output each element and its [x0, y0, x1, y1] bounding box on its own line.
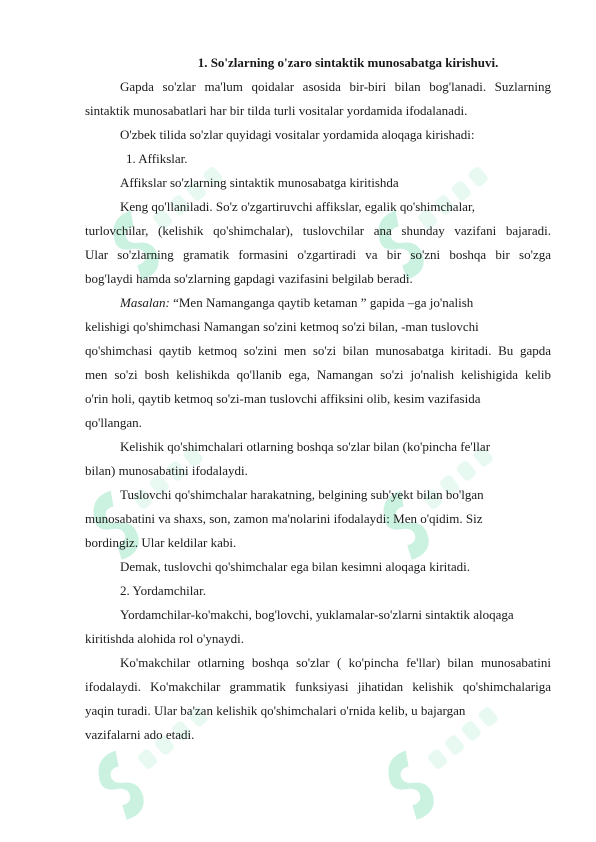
- text-line: Kelishik qo'shimchalari otlarning boshqa so'zlar bilan (ko'pincha fe'llar: [120, 439, 491, 454]
- text-line: Yordamchilar-ko'makchi, bog'lovchi, yuklamalar-so'zlarni sintaktik aloqaga: [120, 607, 514, 622]
- text-line: O'zbek tilida so'zlar quyidagi vositalar yordamida aloqaga kirishadi:: [120, 127, 475, 142]
- document-page: [85, 57, 551, 747]
- text-line: kelishigi qo'shimchasi Namangan so'zini ketmoq so'zi bilan, -man tuslovchi: [85, 319, 479, 334]
- text-line: Gapda so'zlar ma'lum qoidalar asosida bir-biri bilan bog'lanadi. Suzlarning: [120, 79, 551, 94]
- text-line: qo'shimchasi qaytib ketmoq so'zini men so'zi bilan munosabatga kiritadi. Bu gapda: [85, 343, 551, 358]
- text-line: o'rin holi, qaytib ketmoq so'zi-man tuslovchi affiksini olib, kesim vazifasida: [85, 391, 481, 406]
- text-line: qo'llangan.: [85, 415, 142, 430]
- text-line: kiritishda alohida rol o'ynaydi.: [85, 631, 245, 646]
- document-title: 1. So'zlarning o'zaro sintaktik munosabatga kirishuvi.: [197, 55, 499, 70]
- example-text: “Men Namanganga qaytib ketaman ” gapida –ga jo'nalish: [169, 295, 474, 310]
- text-line: sintaktik munosabatlari har bir tilda turli vositalar yordamida ifodalanadi.: [85, 103, 468, 118]
- text-line: men so'zi bosh kelishikda qo'llanib ega, Namangan so'zi jo'nalish kelishigida kelib: [85, 367, 551, 382]
- text-line: [85, 291, 551, 315]
- text-line: 1. Affikslar.: [126, 151, 188, 166]
- text-line: Keng qo'llaniladi. So'z o'zgartiruvchi affikslar, egalik qo'shimchalar,: [120, 199, 476, 214]
- text-line: bordingiz. Ular keldilar kabi.: [85, 535, 237, 550]
- text-line: yaqin turadi. Ular ba'zan kelishik qo'shimchalari o'rnida kelib, u bajargan: [85, 703, 466, 718]
- text-line: 2. Yordamchilar.: [120, 583, 206, 598]
- text-line: bog'laydi hamda so'zlarning gapdagi vazifasini belgilab beradi.: [85, 271, 413, 286]
- text-line: Affikslar so'zlarning sintaktik munosabatga kiritishda: [120, 175, 399, 190]
- text-line: Demak, tuslovchi qo'shimchalar ega bilan kesimni aloqaga kiritadi.: [120, 559, 470, 574]
- text-line: ifodalaydi. Ko'makchilar grammatik funksiyasi jihatidan kelishik qo'shimchalariga: [85, 679, 551, 694]
- document-body: [85, 75, 551, 747]
- text-line: vazifalarni ado etadi.: [85, 727, 195, 742]
- text-line: bilan) munosabatini ifodalaydi.: [85, 463, 248, 478]
- text-line: turlovchilar, (kelishik qo'shimchalar), tuslovchilar ana shunday vazifani bajaradi.: [85, 223, 551, 238]
- text-line: Ular so'zlarning gramatik formasini o'zgartiradi va bir so'zni boshqa bir so'zga: [85, 247, 551, 262]
- example-label: Masalan:: [120, 295, 170, 310]
- text-line: Ko'makchilar otlarning boshqa so'zlar ( ko'pincha fe'llar) bilan munosabatini: [120, 655, 551, 670]
- text-line: munosabatini va shaxs, son, zamon ma'nolarini ifodalaydi: Men o'qidim. Siz: [85, 511, 483, 526]
- text-line: Tuslovchi qo'shimchalar harakatning, belgining sub'yekt bilan bo'lgan: [120, 487, 484, 502]
